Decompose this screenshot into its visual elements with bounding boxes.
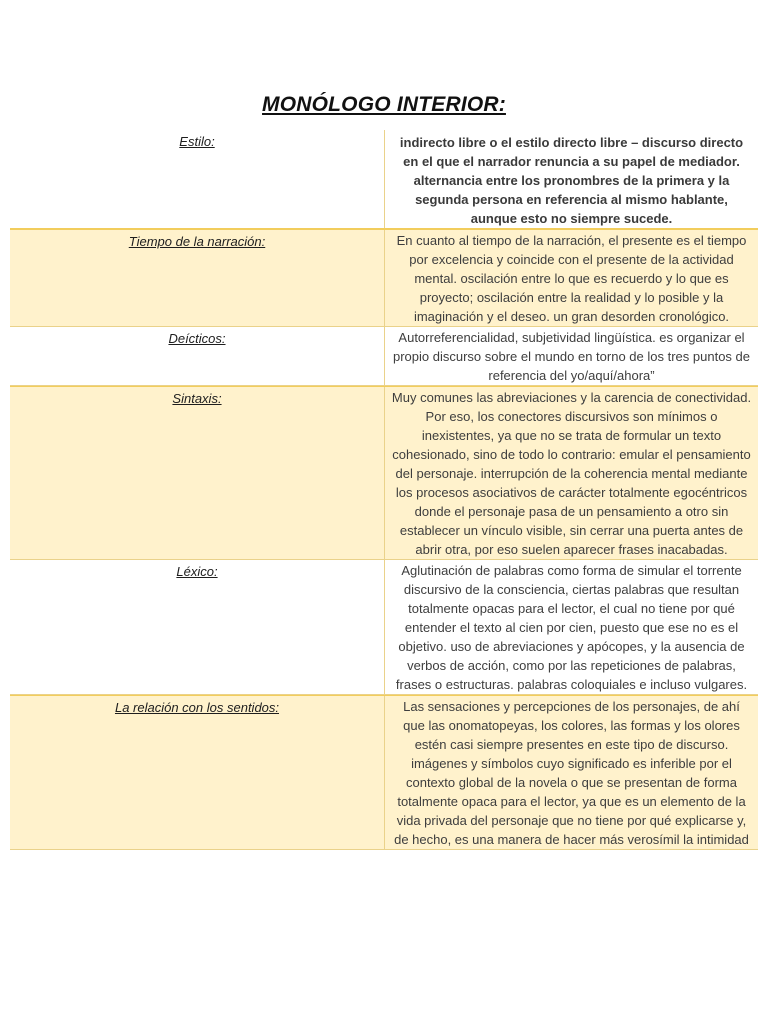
row-label: Estilo: <box>179 134 215 149</box>
page-title: MONÓLOGO INTERIOR: <box>262 93 506 116</box>
table-row-sentidos <box>10 695 758 850</box>
label-cell <box>10 230 385 326</box>
label-cell <box>10 387 385 559</box>
row-label: Sintaxis: <box>172 391 222 406</box>
row-description: indirecto libre o el estilo directo libre – discurso directo en el que el narrador renuncia a su papel de mediador. alternancia entre los pronombres de la primera y la segunda persona en referencia al mismo hablante, aunque esto no siempre sucede. <box>399 135 744 226</box>
row-label: Léxico: <box>176 564 218 579</box>
table-row-tiempo <box>10 229 758 327</box>
row-description: En cuanto al tiempo de la narración, el presente es el tiempo por excelencia y coincide con el presente de la actividad mental. oscilación entre lo que es recuerdo y lo que es proyecto; oscilación entre la realidad y lo posible y la imaginación y el deseo. un gran desorden cronológico. <box>396 233 747 324</box>
row-label: Tiempo de la narración: <box>128 234 266 249</box>
table-row-deicticos <box>10 327 758 386</box>
table-row-lexico <box>10 560 758 695</box>
row-description: Aglutinación de palabras como forma de simular el torrente discursivo de la consciencia, ciertas palabras que resultan totalmente opacas para el lector, el cual no tiene por qué entender el texto al cien por cien, puesto que ese no es el objetivo. uso de abreviaciones y apócopes, y la ausencia de verbos de acción, como por las repeticiones de palabras, frases o estructuras. palabras coloquiales e incluso vulgares. <box>395 563 748 692</box>
label-cell <box>10 560 385 694</box>
table-row-estilo <box>10 130 758 229</box>
label-cell <box>10 130 385 228</box>
row-label: La relación con los sentidos: <box>114 700 280 715</box>
row-description: Las sensaciones y percepciones de los personajes, de ahí que las onomatopeyas, los colores, las formas y los olores estén casi siempre presentes en este tipo de discurso. imágenes y símbolos cuyo significado es inferible por el contexto global de la novela o que se presentan de forma totalmente opaca para el lector, ya que es un elemento de la vida privada del personaje que no tiene por qué explicarse y, de hecho, es una manera de hacer más verosímil la intimidad <box>394 699 749 847</box>
table-row-sintaxis <box>10 386 758 560</box>
label-cell <box>10 696 385 849</box>
label-cell <box>10 327 385 385</box>
content-table <box>10 130 758 850</box>
row-label: Deícticos: <box>168 331 226 346</box>
row-description: Autorreferencialidad, subjetividad lingüística. es organizar el propio discurso sobre el mundo en torno de los tres puntos de referencia del yo/aquí/ahora” <box>393 330 750 383</box>
row-description: Muy comunes las abreviaciones y la carencia de conectividad. Por eso, los conectores discursivos son mínimos o inexistentes, ya que no se trata de formular un texto cohesionado, sino de todo lo contrario: emular el pensamiento del personaje. interrupción de la coherencia mental mediante los procesos asociativos de carácter totalmente egocéntricos donde el personaje pasa de un pensamiento a otro sin establecer un vínculo visible, sin cerrar una puerta antes de abrir otra, por eso suelen aparecer frases inacabadas. <box>391 390 752 557</box>
